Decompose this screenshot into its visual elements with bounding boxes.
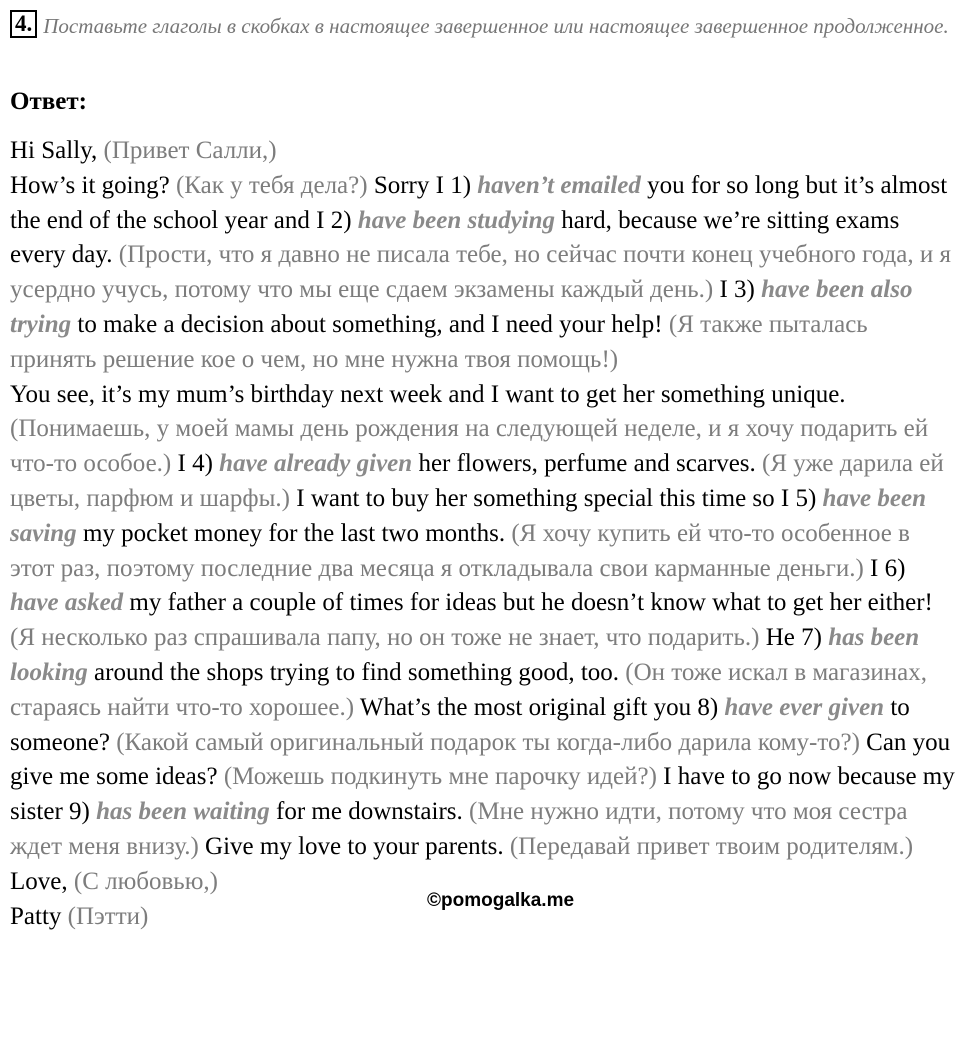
russian-translation: (Я хочу купить ей что-то особенное в этот раз, поэтому последние два месяца я откладывала свои карманные деньги.) <box>10 519 910 582</box>
answer-verb: have asked <box>10 589 124 617</box>
english-text: I 6) <box>863 554 906 582</box>
english-text: around the shops trying to find something good, too. <box>87 658 626 686</box>
russian-translation: (Как у тебя дела?) <box>175 171 368 199</box>
english-text: Give my love to your parents. <box>198 832 510 860</box>
watermark: ©pomogalka.me <box>427 890 575 911</box>
russian-translation: (С любовью,) <box>73 867 218 895</box>
answer-verb: have ever given <box>724 693 885 721</box>
english-text: I 4) <box>171 450 220 478</box>
english-text: her flowers, perfume and scarves. <box>412 450 763 478</box>
english-text: my pocket money for the last two months. <box>76 519 512 547</box>
english-text: I have to go now because my sister 9) <box>10 763 955 826</box>
russian-translation: (Понимаешь, у моей мамы день рождения на следующей неделе, и я хочу подарить ей что-то особое.) <box>10 415 929 478</box>
english-text: How’s it going? <box>10 171 176 199</box>
russian-translation: (Он тоже искал в магазинах, стараясь найти что-то хорошее.) <box>10 658 927 721</box>
russian-translation: (Какой самый оригинальный подарок ты когда-либо дарила кому-то?) <box>116 728 860 756</box>
english-text: What’s the most original gift you 8) <box>354 693 725 721</box>
english-text: for me downstairs. <box>269 798 470 826</box>
english-text: You see, it’s my mum’s birthday next week and I want to get her something unique. <box>10 380 846 408</box>
answer-verb: have already given <box>219 450 413 478</box>
task-number: 4. <box>10 10 37 38</box>
answer-verb: has been looking <box>10 624 920 686</box>
russian-translation: (Можешь подкинуть мне парочку идей?) <box>223 763 657 791</box>
english-text: Love, <box>10 867 74 895</box>
letter-paragraph <box>10 378 955 865</box>
english-text: Patty <box>10 902 68 930</box>
russian-translation: (Прости, что я давно не писала тебе, но сейчас почти конец учебного года, и я усердно учусь, потому что мы еще сдаем экзамены каждый день.) <box>10 241 951 304</box>
english-text: I 3) <box>713 276 762 304</box>
english-text: you for so long but it’s almost the end of the school year and I 2) <box>10 171 948 234</box>
russian-translation: (Я несколько раз спрашивала папу, но он тоже не знает, что подарить.) <box>10 624 760 652</box>
answer-verb: haven’t emailed <box>477 171 641 199</box>
russian-translation: (Я также пыталась принять решение кое о чем, но мне нужна твоя помощь!) <box>10 310 868 373</box>
english-text: He 7) <box>759 624 829 652</box>
english-text: Sorry I 1) <box>367 171 478 199</box>
letter-body <box>10 134 955 934</box>
russian-translation: (Пэтти) <box>67 902 149 930</box>
english-text: I want to buy her something special this time so I 5) <box>290 484 823 512</box>
russian-translation: (Передавай привет твоим родителям.) <box>509 832 914 860</box>
english-text: hard, because we’re sitting exams every day. <box>10 206 900 269</box>
answer-verb: have been studying <box>357 206 556 234</box>
english-text: Hi Sally, <box>10 137 104 164</box>
answer-verb: have been also trying <box>10 276 913 338</box>
task-text: Поставьте глаголы в скобках в настоящее завершенное или настоящее завершенное продолженное. <box>43 14 949 38</box>
task-instruction <box>10 10 950 42</box>
answer-verb: has been waiting <box>96 798 270 826</box>
answer-heading: Ответ: <box>10 88 87 115</box>
english-text: to make a decision about something, and I need your help! <box>71 310 669 338</box>
english-text: to someone? <box>10 693 910 756</box>
russian-translation: (Привет Салли,) <box>103 137 277 164</box>
russian-translation: (Мне нужно идти, потому что моя сестра ждет меня внизу.) <box>10 798 908 860</box>
letter-paragraph <box>10 169 955 378</box>
letter-paragraph <box>10 134 955 169</box>
english-text: my father a couple of times for ideas but he doesn’t know what to get her either! <box>123 589 933 617</box>
answer-verb: have been saving <box>10 484 926 547</box>
english-text: Can you give me some ideas? <box>10 728 951 791</box>
russian-translation: (Я уже дарила ей цветы, парфюм и шарфы.) <box>10 450 944 512</box>
